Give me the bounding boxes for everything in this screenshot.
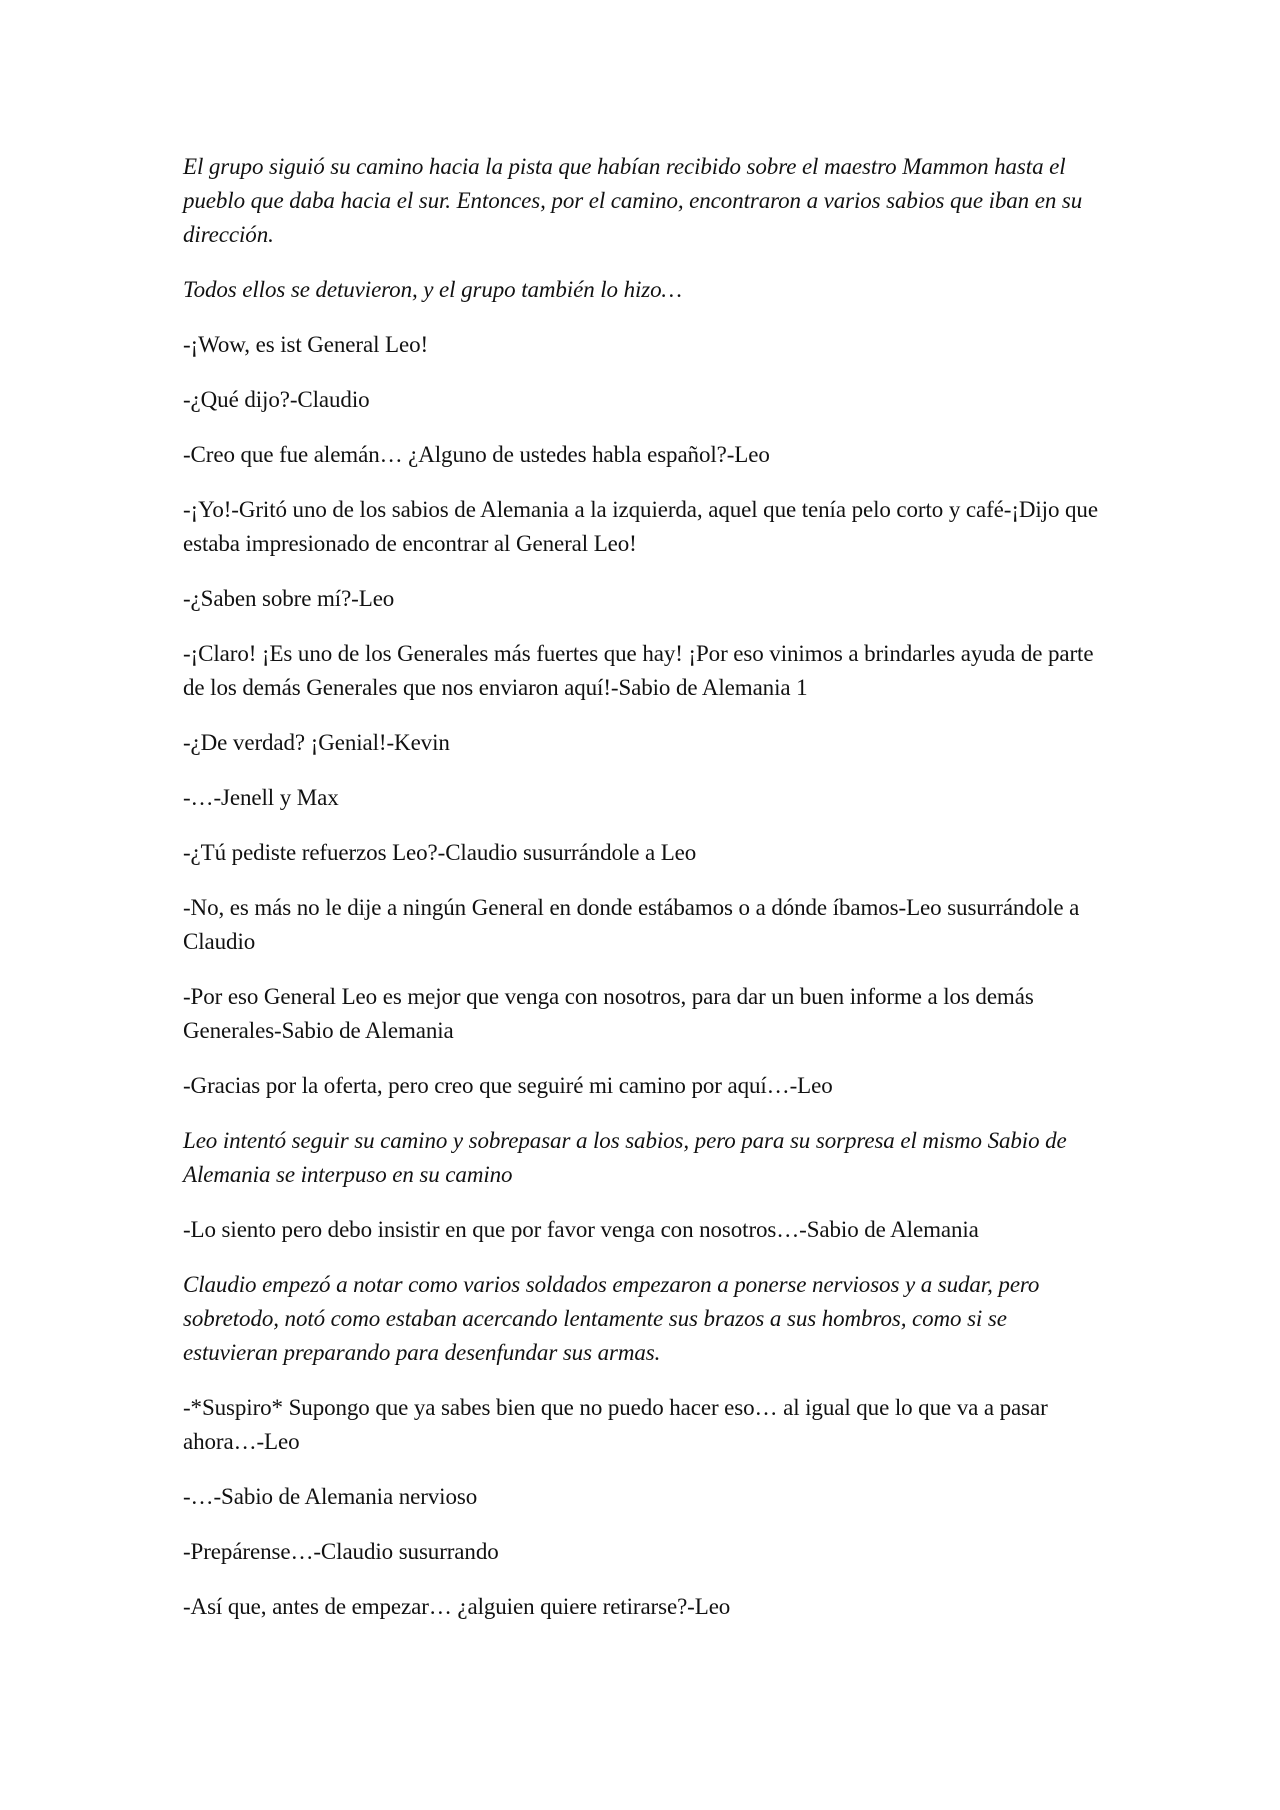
- dialogue-line: -*Suspiro* Supongo que ya sabes bien que no puedo hacer eso… al igual que lo que va a pasar ahora…-Leo: [183, 1395, 1048, 1454]
- dialogue-line: -Gracias por la oferta, pero creo que seguiré mi camino por aquí…-Leo: [183, 1073, 833, 1098]
- dialogue-line: -¿De verdad? ¡Genial!-Kevin: [183, 730, 450, 755]
- dialogue-line: -No, es más no le dije a ningún General en donde estábamos o a dónde íbamos-Leo susurrándole a Claudio: [183, 895, 1080, 954]
- dialogue-line: -¿Tú pediste refuerzos Leo?-Claudio susurrándole a Leo: [183, 840, 697, 865]
- dialogue-line: -¿Qué dijo?-Claudio: [183, 387, 370, 412]
- narration-paragraph: Leo intentó seguir su camino y sobrepasar a los sabios, pero para su sorpresa el mismo Sabio de Alemania se interpuso en su camino: [183, 1128, 1067, 1187]
- dialogue-line: -…-Jenell y Max: [183, 785, 339, 810]
- dialogue-line: -¡Yo!-Gritó uno de los sabios de Alemania a la izquierda, aquel que tenía pelo corto y café-¡Dijo que estaba impresionado de encontrar al General Leo!: [183, 497, 1098, 556]
- dialogue-line: -Creo que fue alemán… ¿Alguno de ustedes habla español?-Leo: [183, 442, 770, 467]
- dialogue-line: -Por eso General Leo es mejor que venga con nosotros, para dar un buen informe a los demás Generales-Sabio de Alemania: [183, 984, 1034, 1043]
- dialogue-line: -¡Wow, es ist General Leo!: [183, 332, 429, 357]
- dialogue-line: -Lo siento pero debo insistir en que por favor venga con nosotros…-Sabio de Alemania: [183, 1217, 979, 1242]
- dialogue-line: -Prepárense…-Claudio susurrando: [183, 1539, 499, 1564]
- dialogue-line: -¿Saben sobre mí?-Leo: [183, 586, 395, 611]
- document-page: [183, 150, 1103, 1645]
- narration-paragraph: El grupo siguió su camino hacia la pista que habían recibido sobre el maestro Mammon hasta el pueblo que daba hacia el sur. Entonces, por el camino, encontraron a varios sabios que iban en su dirección.: [183, 154, 1083, 247]
- dialogue-line: -…-Sabio de Alemania nervioso: [183, 1484, 478, 1509]
- narration-paragraph: Claudio empezó a notar como varios soldados empezaron a ponerse nerviosos y a sudar, pero sobretodo, notó como estaban acercando lentamente sus brazos a sus hombros, como si se estuvieran preparando para desenfundar sus armas.: [183, 1272, 1040, 1365]
- dialogue-line: -¡Claro! ¡Es uno de los Generales más fuertes que hay! ¡Por eso vinimos a brindarles ayuda de parte de los demás Generales que nos enviaron aquí!-Sabio de Alemania 1: [183, 641, 1094, 700]
- narration-paragraph: Todos ellos se detuvieron, y el grupo también lo hizo…: [183, 277, 682, 302]
- dialogue-line: -Así que, antes de empezar… ¿alguien quiere retirarse?-Leo: [183, 1594, 731, 1619]
